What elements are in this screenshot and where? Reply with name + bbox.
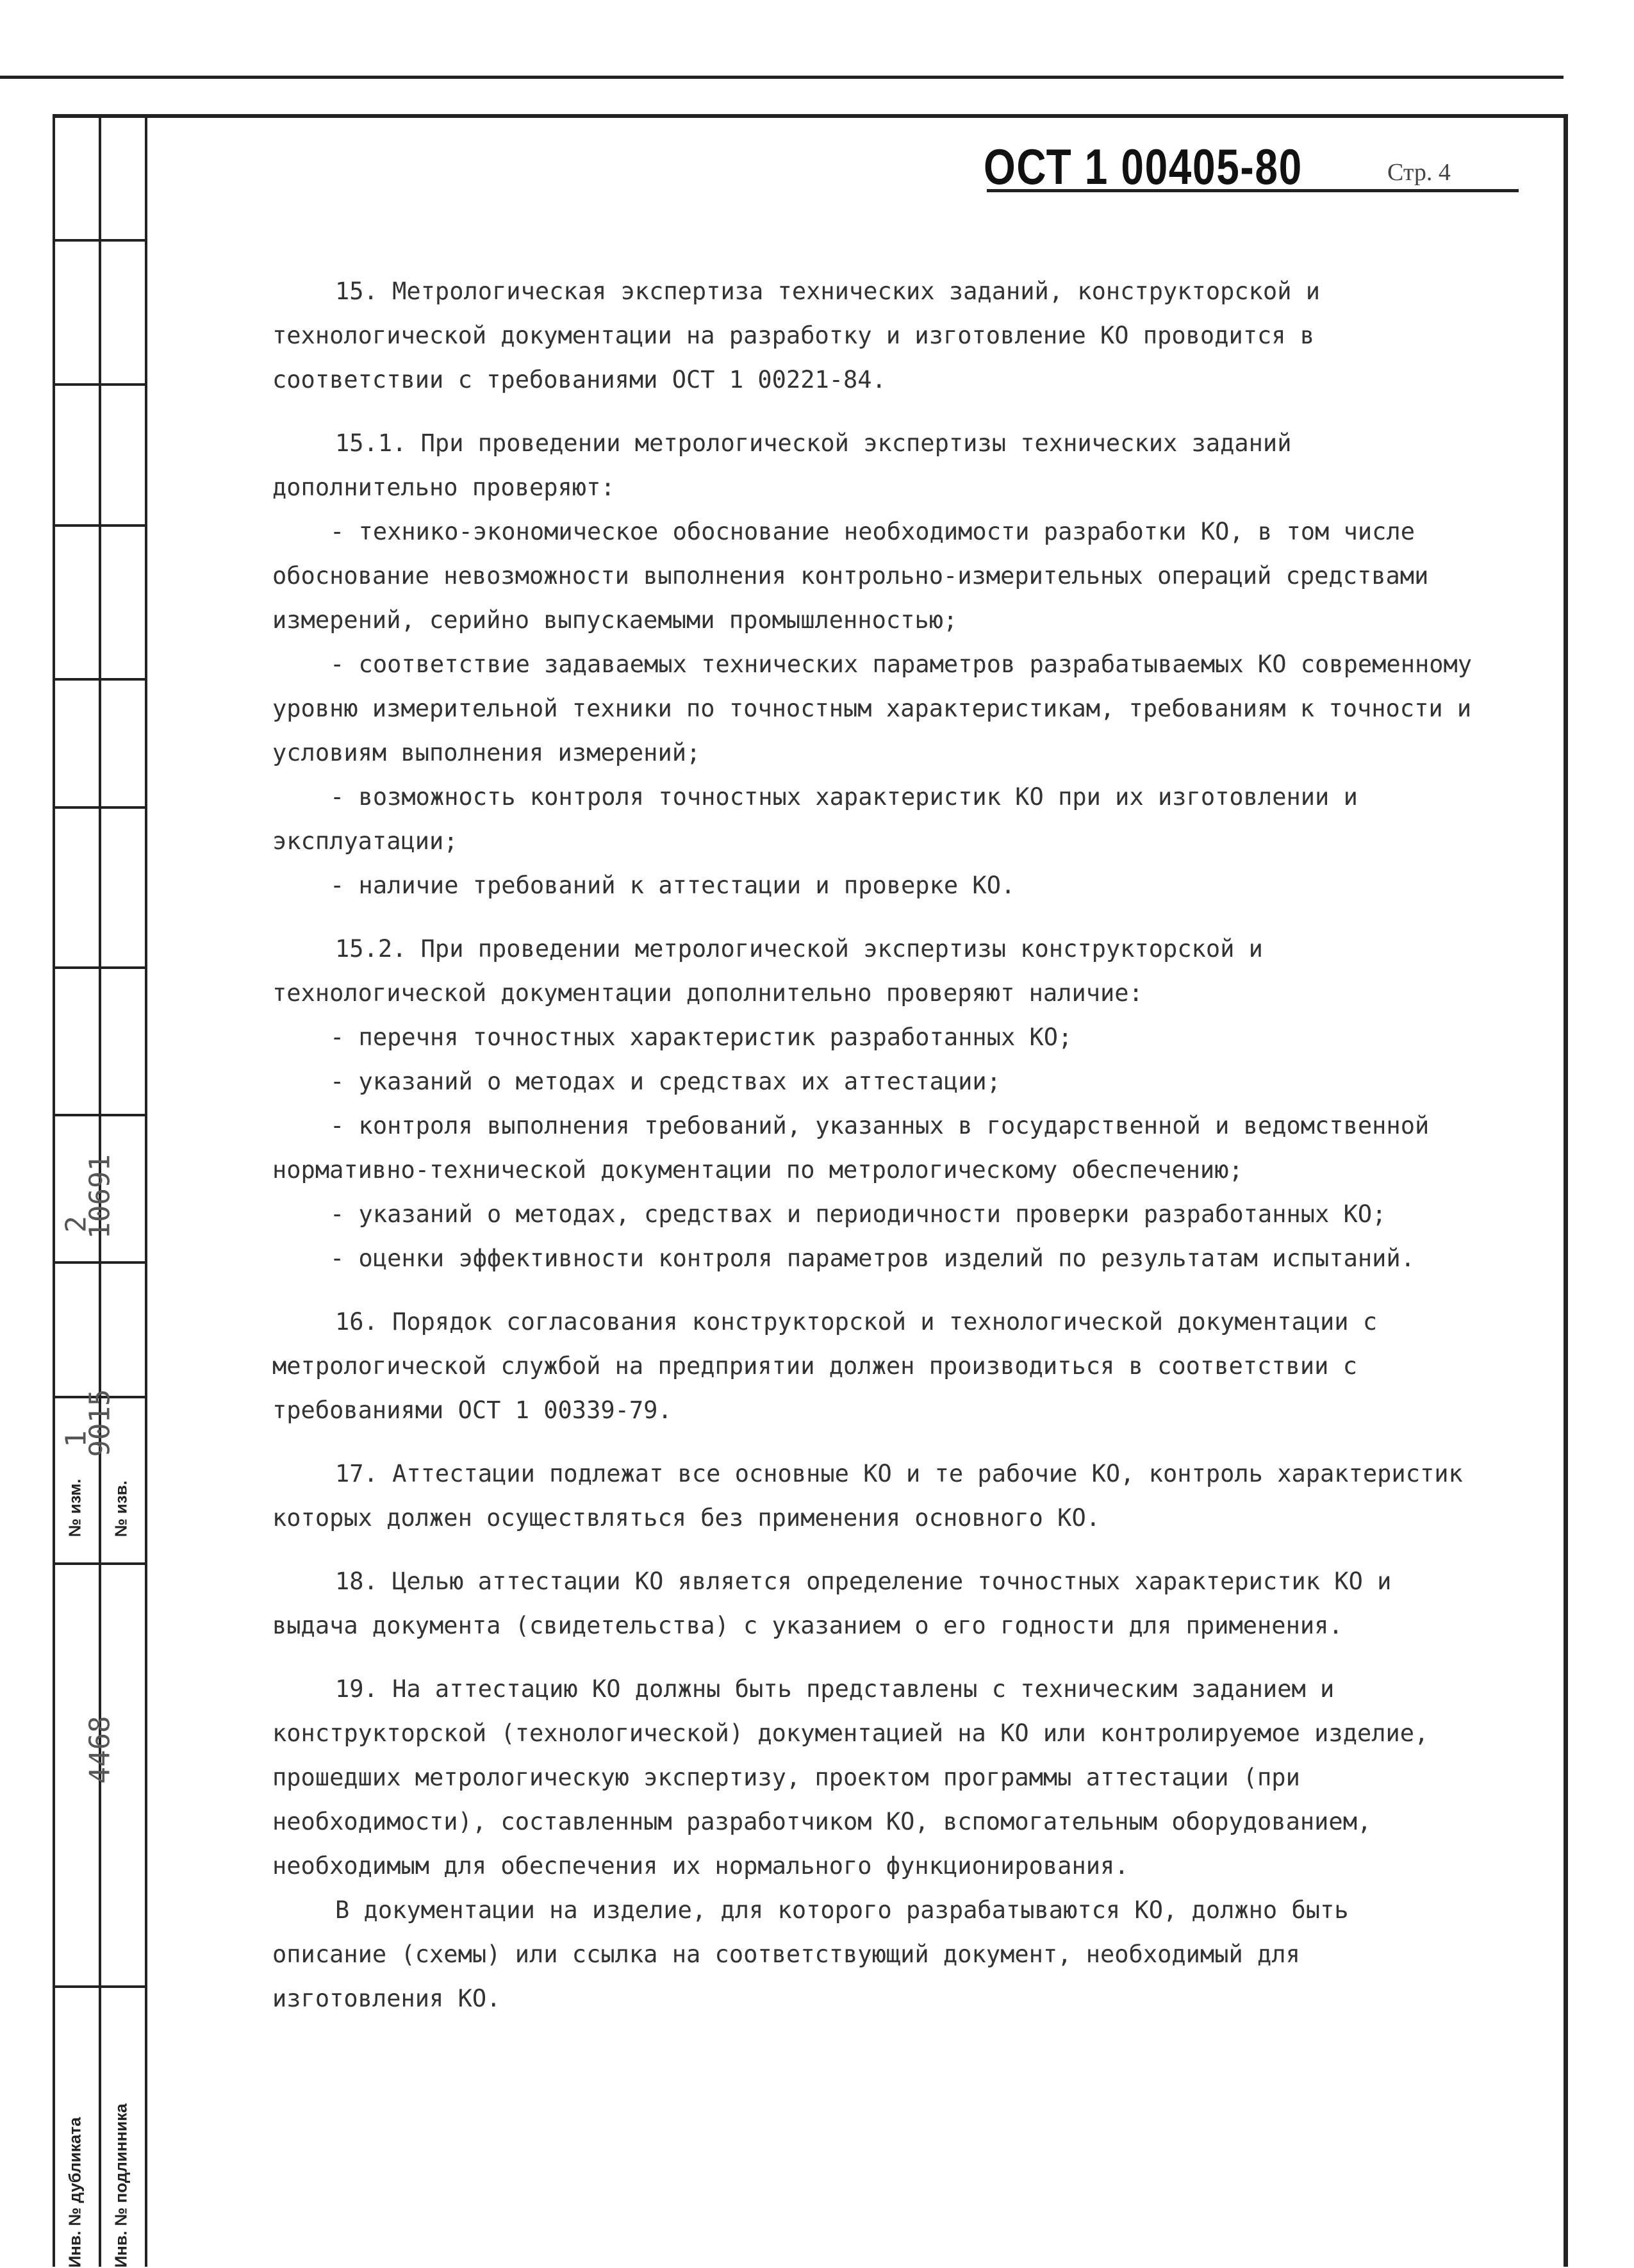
paragraph: - оценки эффективности контроля параметров изделий по результатам испытаний.: [330, 1245, 1415, 1272]
stamp-row-line: [53, 678, 147, 681]
header-underline: [987, 189, 1519, 192]
paragraph: - контроля выполнения требований, указанных в государственной и ведомственной нормативно-технической документации по метрологическому обеспечению;: [272, 1112, 1430, 1184]
page-header: [984, 138, 1519, 195]
paragraph: 15. Метрологическая экспертиза технических заданий, конструкторской и технологической документации на разработку и изготовление КО проводится в соответствии с требованиями ОСТ 1 00221-84.: [272, 277, 1321, 393]
label-inv-dublikata: Инв. № дубликата: [65, 2117, 85, 2268]
stamp-row-line: [53, 1985, 147, 1988]
stamp-row-line: [53, 239, 147, 242]
paragraph: - возможность контроля точностных характеристик КО при их изготовлении и эксплуатации;: [272, 783, 1358, 855]
frame-inner-top-border: [53, 114, 1566, 118]
frame-right-border: [1564, 114, 1568, 2267]
paragraph: 15.2. При проведении метрологической экспертизы конструкторской и технологической документации дополнительно проверяют наличие:: [272, 935, 1263, 1007]
paragraph: - соответствие задаваемых технических параметров разрабатываемых КО современному уровню измерительной техники по точностным характеристикам, требованиям к точности и условиям выполнения измерений;: [272, 650, 1473, 766]
paragraph: 15.1. При проведении метрологической экспертизы технических заданий дополнительно проверяют:: [272, 429, 1292, 501]
paragraph: 17. Аттестации подлежат все основные КО и те рабочие КО, контроль характеристик которых должен осуществляться без применения основного КО.: [272, 1460, 1463, 1532]
stamp-row-line: [53, 524, 147, 527]
stamp-row-line: [53, 1114, 147, 1116]
stamp-row-line: [53, 1562, 147, 1565]
margin-stamp: [53, 114, 147, 2267]
paragraph: 16. Порядок согласования конструкторской и технологической документации с метрологической службой на предприятии должен производиться в соответствии с требованиями ОСТ 1 00339-79.: [272, 1308, 1378, 1424]
paragraph: - указаний о методах и средствах их аттестации;: [330, 1068, 1001, 1095]
value-izm-2: 2: [60, 1216, 93, 1233]
paragraph: - указаний о методах, средствах и периодичности проверки разработанных КО;: [330, 1200, 1387, 1228]
paragraph: В документации на изделие, для которого разрабатываются КО, должно быть описание (схемы) или ссылка на соответствующий документ, необходимый для изготовления КО.: [272, 1896, 1349, 2012]
stamp-row-line: [53, 966, 147, 969]
stamp-col-line: [145, 114, 147, 2267]
paragraph: - наличие требований к аттестации и проверке КО.: [330, 872, 1016, 899]
frame-top-border: [0, 76, 1564, 79]
value-izv-1: 9015: [83, 1389, 117, 1457]
document-body: [272, 269, 1477, 2021]
stamp-row-line: [53, 1261, 147, 1264]
page-number: Стр. 4: [1387, 159, 1451, 186]
paragraph: 18. Целью аттестации КО является определение точностных характеристик КО и выдача документа (свидетельства) с указанием о его годности для применения.: [272, 1568, 1392, 1639]
value-izm-1: 1: [60, 1430, 93, 1448]
label-inv-podlinnika: Инв. № подлинника: [111, 2103, 131, 2268]
label-izv-no: № изв.: [111, 1480, 131, 1537]
paragraph: 19. На аттестацию КО должны быть представлены с техническим заданием и конструкторской (технологической) документацией на КО или контролируемое изделие, прошедших метрологическую экспертизу, проектом программы аттестации (при необходимости), составленным разработчиком КО, вспомогательным оборудованием, необходимым для обеспечения их нормального функционирования.: [272, 1675, 1429, 1880]
paragraph: - технико-экономическое обоснование необходимости разработки КО, в том числе обоснование невозможности выполнения контрольно-измерительных операций средствами измерений, серийно выпускаемыми промышленностью;: [272, 518, 1429, 634]
value-izv-2: 10691: [83, 1154, 117, 1239]
stamp-row-line: [53, 383, 147, 386]
paragraph: - перечня точностных характеристик разработанных КО;: [330, 1023, 1073, 1051]
document-code: ОСТ 1 00405-80: [984, 138, 1303, 195]
stamp-row-line: [53, 806, 147, 809]
label-izm-no: № изм.: [65, 1478, 85, 1537]
value-inv-podl: 4468: [83, 1716, 117, 1784]
stamp-col-line: [53, 114, 55, 2267]
